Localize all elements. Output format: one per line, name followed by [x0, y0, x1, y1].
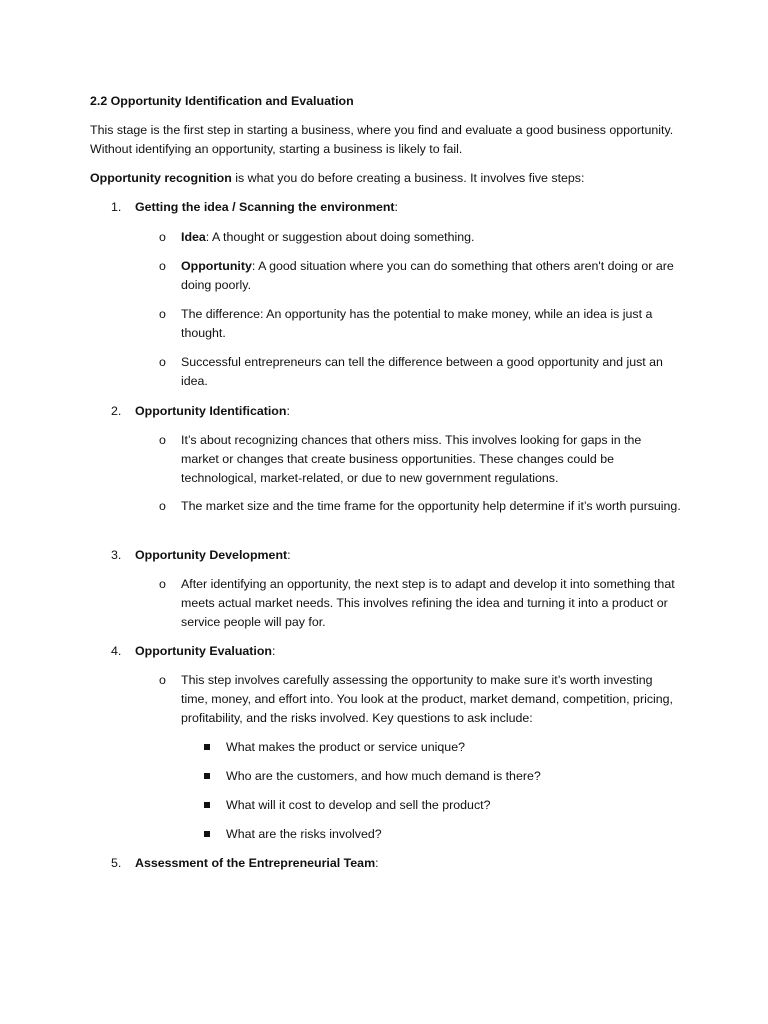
circle-bullet-icon: o — [159, 577, 166, 591]
square-bullet-icon — [204, 831, 210, 837]
list-item: The difference: An opportunity has the potential to make money, while an idea is just a thought. — [181, 307, 653, 340]
step-title: Opportunity Identification: — [135, 404, 290, 418]
step-number: 5. — [111, 856, 122, 870]
circle-bullet-icon: o — [159, 259, 166, 273]
question-item: What are the risks involved? — [226, 827, 382, 841]
list-item: It’s about recognizing chances that others miss. This involves looking for gaps in the market or changes that create business opportunities. These changes could be technological, market-related, or due to new government regulations. — [181, 433, 642, 485]
square-bullet-icon — [204, 744, 210, 750]
circle-bullet-icon: o — [159, 673, 166, 687]
step-number: 3. — [111, 548, 122, 562]
recognition-text: is what you do before creating a business. It involves five steps: — [231, 171, 585, 185]
recognition-term: Opportunity recognition — [90, 171, 232, 185]
list-item: Idea: A thought or suggestion about doing something. — [181, 230, 475, 244]
list-item: This step involves carefully assessing the opportunity to make sure it’s worth investing time, money, and effort into. You look at the product, market demand, competition, pricing, profitability, and the risks involved. Key questions to ask include: — [181, 673, 673, 725]
square-bullet-icon — [204, 802, 210, 808]
question-item: Who are the customers, and how much demand is there? — [226, 769, 541, 783]
step-title: Assessment of the Entrepreneurial Team: — [135, 856, 379, 870]
step-title: Opportunity Development: — [135, 548, 291, 562]
step-number: 4. — [111, 644, 122, 658]
list-item: After identifying an opportunity, the next step is to adapt and develop it into something that meets actual market needs. This involves refining the idea and turning it into a product or service people will pay for. — [181, 577, 675, 629]
recognition-paragraph — [90, 169, 690, 188]
step-number: 2. — [111, 404, 122, 418]
step-title: Opportunity Evaluation: — [135, 644, 276, 658]
list-item: The market size and the time frame for the opportunity help determine if it’s worth pursuing. — [181, 499, 681, 513]
section-heading: 2.2 Opportunity Identification and Evaluation — [90, 94, 354, 108]
circle-bullet-icon: o — [159, 230, 166, 244]
step-number: 1. — [111, 200, 122, 214]
list-item: Successful entrepreneurs can tell the difference between a good opportunity and just an idea. — [181, 355, 663, 388]
circle-bullet-icon: o — [159, 307, 166, 321]
circle-bullet-icon: o — [159, 433, 166, 447]
question-item: What will it cost to develop and sell the product? — [226, 798, 491, 812]
question-item: What makes the product or service unique? — [226, 740, 465, 754]
list-item: Opportunity: A good situation where you can do something that others aren't doing or are doing poorly. — [181, 259, 674, 292]
square-bullet-icon — [204, 773, 210, 779]
intro-paragraph: This stage is the first step in starting a business, where you find and evaluate a good business opportunity. Without identifying an opportunity, starting a business is likely to fail. — [90, 123, 674, 156]
circle-bullet-icon: o — [159, 499, 166, 513]
circle-bullet-icon: o — [159, 355, 166, 369]
step-title: Getting the idea / Scanning the environment: — [135, 200, 398, 214]
